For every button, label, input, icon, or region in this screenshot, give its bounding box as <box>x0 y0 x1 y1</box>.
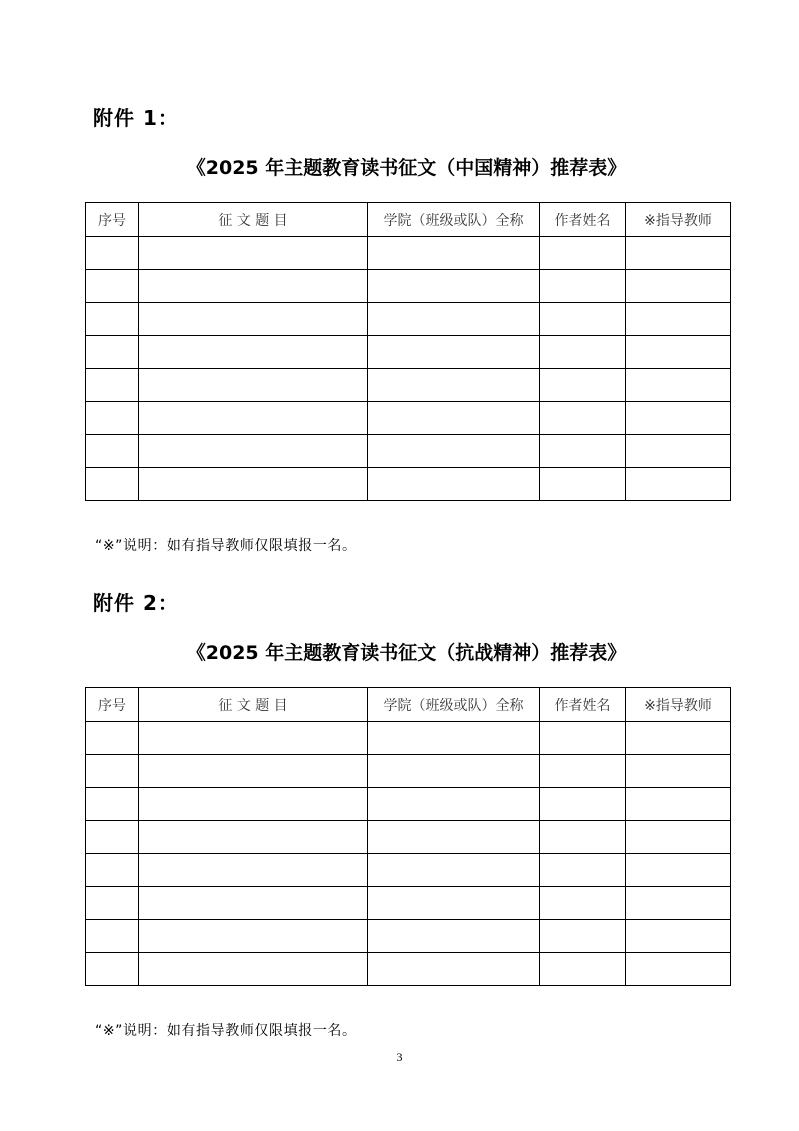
table-cell[interactable] <box>368 722 540 755</box>
page-number: 3 <box>396 1050 403 1064</box>
table-cell[interactable] <box>139 722 368 755</box>
table-cell[interactable] <box>626 435 731 468</box>
table-cell[interactable] <box>626 369 731 402</box>
table-cell[interactable] <box>540 237 626 270</box>
table-cell[interactable] <box>368 821 540 854</box>
recommendation-table <box>85 202 731 501</box>
table-cell[interactable] <box>139 303 368 336</box>
table-cell[interactable] <box>626 237 731 270</box>
column-header-college: 学院（班级或队）全称 <box>368 688 540 722</box>
table-cell[interactable] <box>139 788 368 821</box>
table-row <box>86 270 731 303</box>
table-row <box>86 788 731 821</box>
table-cell[interactable] <box>86 303 139 336</box>
table-header-row <box>86 688 731 722</box>
table-cell[interactable] <box>139 854 368 887</box>
table-cell[interactable] <box>86 821 139 854</box>
table-cell[interactable] <box>626 402 731 435</box>
table-cell[interactable] <box>540 821 626 854</box>
table-row <box>86 303 731 336</box>
table-cell[interactable] <box>368 887 540 920</box>
column-header-author: 作者姓名 <box>540 203 626 237</box>
table-cell[interactable] <box>86 788 139 821</box>
table-cell[interactable] <box>626 303 731 336</box>
table-cell[interactable] <box>86 854 139 887</box>
table-cell[interactable] <box>626 468 731 501</box>
table-cell[interactable] <box>626 755 731 788</box>
table-cell[interactable] <box>368 237 540 270</box>
table-row <box>86 854 731 887</box>
table-cell[interactable] <box>86 722 139 755</box>
table-cell[interactable] <box>540 722 626 755</box>
column-header-index: 序号 <box>86 688 139 722</box>
table-cell[interactable] <box>626 722 731 755</box>
table-cell[interactable] <box>368 303 540 336</box>
table-row <box>86 887 731 920</box>
table-cell[interactable] <box>540 270 626 303</box>
table-row <box>86 755 731 788</box>
table-cell[interactable] <box>139 336 368 369</box>
table-cell[interactable] <box>368 788 540 821</box>
table-row <box>86 336 731 369</box>
table-cell[interactable] <box>86 402 139 435</box>
table-row <box>86 468 731 501</box>
table-cell[interactable] <box>86 270 139 303</box>
table-cell[interactable] <box>368 920 540 953</box>
table-cell[interactable] <box>139 270 368 303</box>
table-cell[interactable] <box>139 237 368 270</box>
table-cell[interactable] <box>368 854 540 887</box>
table-cell[interactable] <box>139 920 368 953</box>
table-row <box>86 920 731 953</box>
table-cell[interactable] <box>540 788 626 821</box>
table-cell[interactable] <box>368 435 540 468</box>
table-cell[interactable] <box>368 270 540 303</box>
table-cell[interactable] <box>139 468 368 501</box>
recommendation-table <box>85 687 731 986</box>
table-cell[interactable] <box>540 953 626 986</box>
table-row <box>86 821 731 854</box>
column-header-index: 序号 <box>86 203 139 237</box>
table-cell[interactable] <box>86 887 139 920</box>
attachment-label: 附件 2： <box>93 591 179 615</box>
column-header-essay-title: 征 文 题 目 <box>139 688 368 722</box>
table-cell[interactable] <box>540 468 626 501</box>
table-row <box>86 722 731 755</box>
table-cell[interactable] <box>626 336 731 369</box>
table-cell[interactable] <box>540 369 626 402</box>
advisor-note: “※”说明：如有指导教师仅限填报一名。 <box>95 1023 357 1039</box>
table-cell[interactable] <box>540 435 626 468</box>
table-cell[interactable] <box>86 468 139 501</box>
table-cell[interactable] <box>540 755 626 788</box>
table-header-row <box>86 203 731 237</box>
table-cell[interactable] <box>626 854 731 887</box>
column-header-advisor: ※指导教师 <box>626 688 731 722</box>
table-cell[interactable] <box>626 887 731 920</box>
column-header-college: 学院（班级或队）全称 <box>368 203 540 237</box>
table-cell[interactable] <box>139 369 368 402</box>
table-cell[interactable] <box>540 336 626 369</box>
table-cell[interactable] <box>86 953 139 986</box>
table-cell[interactable] <box>368 336 540 369</box>
table-cell[interactable] <box>368 755 540 788</box>
table-cell[interactable] <box>368 369 540 402</box>
table-cell[interactable] <box>540 854 626 887</box>
table-cell[interactable] <box>626 821 731 854</box>
table-cell[interactable] <box>139 435 368 468</box>
table-cell[interactable] <box>626 270 731 303</box>
table-cell[interactable] <box>139 402 368 435</box>
form-title: 《2025 年主题教育读书征文（抗战精神）推荐表》 <box>186 642 627 664</box>
form-title: 《2025 年主题教育读书征文（中国精神）推荐表》 <box>186 157 627 179</box>
table-cell[interactable] <box>368 402 540 435</box>
table-cell[interactable] <box>368 953 540 986</box>
table-cell[interactable] <box>540 920 626 953</box>
table-row <box>86 435 731 468</box>
table-cell[interactable] <box>86 920 139 953</box>
table-cell[interactable] <box>626 953 731 986</box>
table-row <box>86 402 731 435</box>
table-row <box>86 369 731 402</box>
table-cell[interactable] <box>540 303 626 336</box>
table-cell[interactable] <box>626 788 731 821</box>
table-row <box>86 953 731 986</box>
table-cell[interactable] <box>86 369 139 402</box>
table-cell[interactable] <box>139 953 368 986</box>
table-cell[interactable] <box>540 402 626 435</box>
table-cell[interactable] <box>139 887 368 920</box>
attachment-label: 附件 1： <box>93 106 179 130</box>
column-header-essay-title: 征 文 题 目 <box>139 203 368 237</box>
table-cell[interactable] <box>368 468 540 501</box>
table-row <box>86 237 731 270</box>
table-cell[interactable] <box>86 336 139 369</box>
table-cell[interactable] <box>540 887 626 920</box>
column-header-author: 作者姓名 <box>540 688 626 722</box>
table-cell[interactable] <box>139 821 368 854</box>
table-cell[interactable] <box>86 435 139 468</box>
table-cell[interactable] <box>139 755 368 788</box>
table-cell[interactable] <box>86 755 139 788</box>
advisor-note: “※”说明：如有指导教师仅限填报一名。 <box>95 538 357 554</box>
table-cell[interactable] <box>86 237 139 270</box>
column-header-advisor: ※指导教师 <box>626 203 731 237</box>
table-cell[interactable] <box>626 920 731 953</box>
